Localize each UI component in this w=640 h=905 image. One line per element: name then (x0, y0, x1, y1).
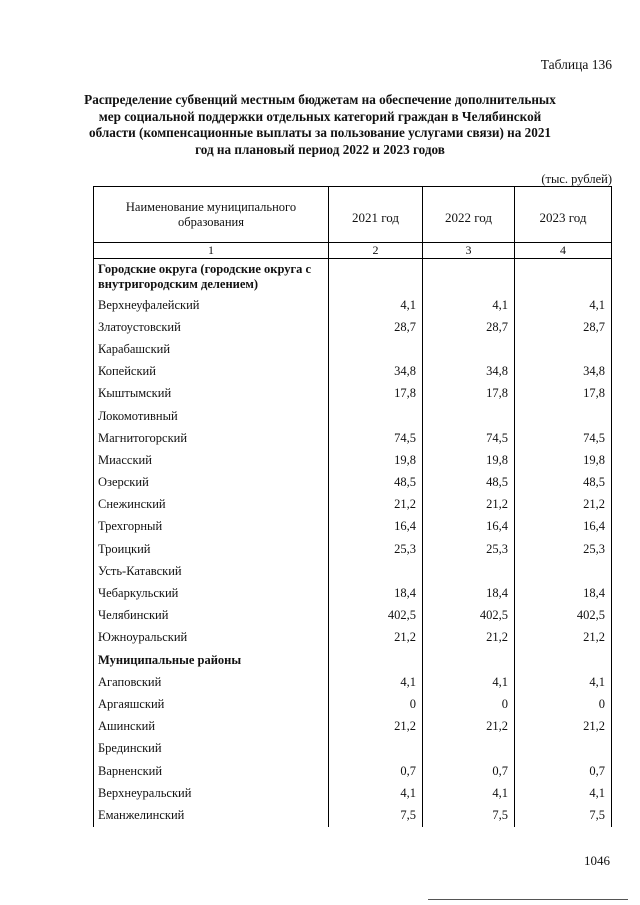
value-2021: 48,5 (329, 472, 423, 494)
value-2023: 19,8 (515, 449, 612, 471)
value-2022 (423, 560, 515, 582)
value-2021: 19,8 (329, 449, 423, 471)
value-2021: 18,4 (329, 582, 423, 604)
value-2023: 25,3 (515, 538, 612, 560)
section-label: Муниципальные районы (94, 649, 329, 671)
municipality-name: Усть-Катавский (94, 560, 329, 582)
value-2021: 16,4 (329, 516, 423, 538)
table-row (94, 693, 612, 715)
value-2023 (515, 338, 612, 360)
municipality-name: Южноуральский (94, 627, 329, 649)
value-2022: 0,7 (423, 760, 515, 782)
value-2022: 21,2 (423, 494, 515, 516)
value-2021: 4,1 (329, 294, 423, 316)
value-2022: 402,5 (423, 605, 515, 627)
header-2021: 2021 год (329, 187, 423, 243)
value-2023: 21,2 (515, 716, 612, 738)
value-2022: 0 (423, 693, 515, 715)
value-2022: 4,1 (423, 671, 515, 693)
value-2022: 25,3 (423, 538, 515, 560)
value-2023: 34,8 (515, 361, 612, 383)
municipality-name: Трехгорный (94, 516, 329, 538)
table-row (94, 804, 612, 826)
table-number: Таблица 136 (540, 57, 612, 72)
municipality-name: Копейский (94, 361, 329, 383)
value-2021 (329, 738, 423, 760)
value-2022: 21,2 (423, 627, 515, 649)
value-2022: 28,7 (423, 316, 515, 338)
municipality-name: Карабашский (94, 338, 329, 360)
value-2022: 74,5 (423, 427, 515, 449)
value-2023: 48,5 (515, 472, 612, 494)
page-number: 1046 (584, 853, 610, 868)
table-row (94, 716, 612, 738)
section-municipal-districts (94, 649, 612, 671)
value-2023: 21,2 (515, 494, 612, 516)
value-2023: 4,1 (515, 294, 612, 316)
municipality-name: Озерский (94, 472, 329, 494)
municipality-name: Аргаяшский (94, 693, 329, 715)
value-2022: 16,4 (423, 516, 515, 538)
table-row (94, 383, 612, 405)
table-row (94, 449, 612, 471)
value-2023: 7,5 (515, 804, 612, 826)
value-2023 (515, 738, 612, 760)
value-2023: 16,4 (515, 516, 612, 538)
municipality-name: Златоустовский (94, 316, 329, 338)
table-row (94, 516, 612, 538)
table-row (94, 294, 612, 316)
column-number-4: 4 (515, 243, 612, 259)
value-2022: 21,2 (423, 716, 515, 738)
table-row (94, 627, 612, 649)
section-urban-districts (94, 259, 612, 295)
value-2023: 74,5 (515, 427, 612, 449)
value-2023: 402,5 (515, 605, 612, 627)
value-2023: 0 (515, 693, 612, 715)
value-2021: 4,1 (329, 671, 423, 693)
header-row (94, 187, 612, 243)
table-row (94, 472, 612, 494)
municipality-name: Снежинский (94, 494, 329, 516)
value-2021: 17,8 (329, 383, 423, 405)
municipality-name: Миасский (94, 449, 329, 471)
value-2022 (423, 338, 515, 360)
value-2023: 21,2 (515, 627, 612, 649)
value-2023: 18,4 (515, 582, 612, 604)
value-2021: 21,2 (329, 716, 423, 738)
footer-rule (428, 899, 628, 900)
table-row (94, 782, 612, 804)
document-title: Распределение субвенций местным бюджетам на обеспечение дополнительных мер социальной поддержки отдельных категорий граждан в Челябинской области (компенсационные выплаты за пользование услугами связи) на 2021 год на плановый период 2022 и 2023 годов (84, 92, 556, 157)
value-2021: 0,7 (329, 760, 423, 782)
table-row (94, 671, 612, 693)
value-2021 (329, 338, 423, 360)
table-row (94, 361, 612, 383)
table-row (94, 538, 612, 560)
municipality-name: Ашинский (94, 716, 329, 738)
value-2023: 4,1 (515, 671, 612, 693)
table-row (94, 405, 612, 427)
value-2022: 18,4 (423, 582, 515, 604)
column-number-1: 1 (94, 243, 329, 259)
municipality-name: Троицкий (94, 538, 329, 560)
column-number-row (94, 243, 612, 259)
municipality-name: Варненский (94, 760, 329, 782)
municipality-name: Агаповский (94, 671, 329, 693)
municipality-name: Чебаркульский (94, 582, 329, 604)
value-2021: 21,2 (329, 494, 423, 516)
municipality-name: Верхнеуральский (94, 782, 329, 804)
value-2022: 7,5 (423, 804, 515, 826)
value-2021 (329, 560, 423, 582)
value-2023: 17,8 (515, 383, 612, 405)
value-2022: 19,8 (423, 449, 515, 471)
value-2021: 74,5 (329, 427, 423, 449)
section-label: Городские округа (городские округа с внутригородским делением) (94, 259, 329, 295)
table-row (94, 560, 612, 582)
table-row (94, 427, 612, 449)
municipality-name: Еманжелинский (94, 804, 329, 826)
subvention-table (93, 186, 612, 827)
municipality-name: Магнитогорский (94, 427, 329, 449)
column-number-3: 3 (423, 243, 515, 259)
value-2023: 0,7 (515, 760, 612, 782)
column-number-2: 2 (329, 243, 423, 259)
value-2021 (329, 405, 423, 427)
value-2021: 402,5 (329, 605, 423, 627)
value-2021: 21,2 (329, 627, 423, 649)
value-2022: 48,5 (423, 472, 515, 494)
value-2022: 34,8 (423, 361, 515, 383)
table-row (94, 738, 612, 760)
value-2023 (515, 560, 612, 582)
value-2022 (423, 405, 515, 427)
value-2021: 4,1 (329, 782, 423, 804)
value-2021: 7,5 (329, 804, 423, 826)
table-row (94, 494, 612, 516)
municipality-name: Кыштымский (94, 383, 329, 405)
table-row (94, 316, 612, 338)
header-2022: 2022 год (423, 187, 515, 243)
units-label: (тыс. рублей) (541, 172, 612, 186)
municipality-name: Верхнеуфалейский (94, 294, 329, 316)
value-2021: 25,3 (329, 538, 423, 560)
value-2021: 34,8 (329, 361, 423, 383)
table-row (94, 338, 612, 360)
value-2023: 4,1 (515, 782, 612, 804)
municipality-name: Локомотивный (94, 405, 329, 427)
value-2022: 17,8 (423, 383, 515, 405)
value-2023 (515, 405, 612, 427)
municipality-name: Брединский (94, 738, 329, 760)
header-2023: 2023 год (515, 187, 612, 243)
value-2023: 28,7 (515, 316, 612, 338)
table-row (94, 582, 612, 604)
value-2021: 28,7 (329, 316, 423, 338)
header-municipality: Наименование муниципального образования (94, 187, 329, 243)
table-row (94, 760, 612, 782)
value-2021: 0 (329, 693, 423, 715)
municipality-name: Челябинский (94, 605, 329, 627)
value-2022: 4,1 (423, 294, 515, 316)
value-2022 (423, 738, 515, 760)
value-2022: 4,1 (423, 782, 515, 804)
table-row (94, 605, 612, 627)
